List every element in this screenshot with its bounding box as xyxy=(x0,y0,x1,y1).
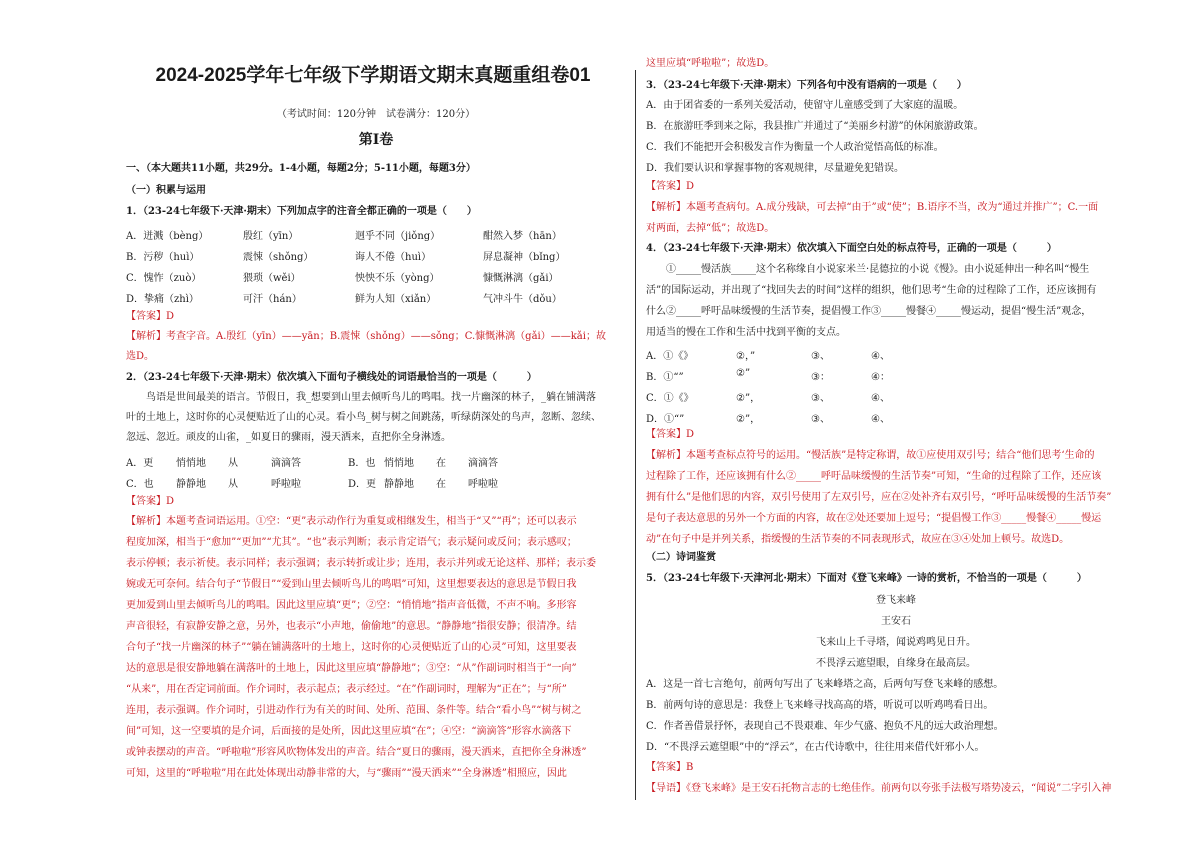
poem-line: 飞来山上千寻塔，闻说鸡鸣见日升。 xyxy=(816,637,976,648)
q5-stem: 5．（23-24七年级下·天津河北·期末）下面对《登飞来峰》一诗的赏析，不恰当的一项是（ ） xyxy=(646,573,1087,584)
q2-option-cell: A．更 xyxy=(126,458,154,469)
q4-option-cell: ②” xyxy=(736,368,751,379)
q2-option-cell: 滴滴答 xyxy=(468,458,498,469)
q4-analysis: 动”在句子中是并列关系，指缓慢的生活节奏的不同表现形式，故应在③④处加上顿号。故选D。 xyxy=(646,534,1070,545)
q4-passage: 活”的国际运动，并出现了“找回失去的时间”这样的组织，他们思考“生命的过程除了工作，还应该拥有 xyxy=(646,285,1097,296)
page-title: 2024-2025学年七年级下学期语文期末真题重组卷01 xyxy=(155,65,591,86)
q2-analysis: 连用，表示强调。作介词时，引进动作行为有关的时间、处所、范围、条件等。结合“看小鸟”“树与树之 xyxy=(126,705,582,716)
q2-analysis: 表示停顿；表示祈使。表示同样；表示强调；表示转折或让步；连用，表示并列或无论这样、那样；表示委 xyxy=(126,558,596,569)
q1-option-cell: 诲人不倦（huì） xyxy=(355,252,432,263)
q5-option: B．前两句诗的意思是：我登上飞来峰寻找高高的塔，听说可以听鸡鸣看日出。 xyxy=(646,700,994,711)
q2-option-cell: D．更 xyxy=(348,479,377,490)
q2-stem: 2．（23-24七年级下·天津·期末）依次填入下面句子横线处的词语最恰当的一项是（ ） xyxy=(126,372,537,383)
q4-passage: 用适当的慢在工作和生活中找到平衡的支点。 xyxy=(646,327,846,338)
q2-analysis: 合句子“找一片幽深的林子”“躺在铺满落叶的土地上，这时你的心灵便贴近了山的心灵”可知，这里要表 xyxy=(126,642,577,653)
q4-option-cell: C．①《》 xyxy=(646,393,694,404)
q1-option-cell: 气冲斗牛（dǒu） xyxy=(483,294,562,305)
q3-option: B．在旅游旺季到来之际，我县推广并通过了“美丽乡村游”的休闲旅游政策。 xyxy=(646,121,984,132)
section-heading: 一、（本大题共11小题，共29分。1-4小题，每题2分；5-11小题，每题3分） xyxy=(126,163,476,174)
q4-option-cell: D．①“” xyxy=(646,414,685,425)
q2-option-cell: 从 xyxy=(228,479,238,490)
q4-option-cell: ③、 xyxy=(811,414,830,425)
q1-option-cell: 怏怏不乐（yòng） xyxy=(355,273,440,284)
q4-option-cell: ③、 xyxy=(811,351,830,362)
q3-analysis: 对两面，去掉“低”；故选D。 xyxy=(646,223,775,234)
q4-option-cell: B．①“” xyxy=(646,372,684,383)
q1-option-cell: A．迸溅（bèng） xyxy=(126,231,209,242)
q4-analysis: 拥有什么”是他们思的内容，双引号使用了左双引号，应在②处补齐右双引号，“呼吁品味缓慢的生活节奏” xyxy=(646,492,1112,503)
q3-analysis: 【解析】本题考查病句。A.成分残缺，可去掉“由于”或“使”；B.语序不当，改为“通过并推广”；C.一面 xyxy=(646,202,1099,213)
q2-analysis: 间”可知，这一空要填的是介词，后面接的是处所，因此这里应填“在”；④空：“滴滴答”形容水滴落下 xyxy=(126,726,572,737)
q2-analysis: 声音很轻，有寂静安静之意，另外，也表示“小声地，偷偷地”的意思。“静静地”指很安静；很清净。结 xyxy=(126,621,577,632)
q1-option-cell: 震悚（shǒng） xyxy=(243,252,314,263)
q2-option-cell: 静静地 xyxy=(384,479,414,490)
q1-option-cell: 殷红（yīn） xyxy=(243,231,299,242)
q1-option-cell: 酣然入梦（hān） xyxy=(483,231,562,242)
q5-option: D．“不畏浮云遮望眼”中的“浮云”，在古代诗歌中，往往用来借代奸邪小人。 xyxy=(646,742,985,753)
q4-option-cell: ④、 xyxy=(871,351,890,362)
q1-stem: 1．（23-24七年级下·天津·期末）下列加点字的注音全都正确的一项是（ ） xyxy=(126,206,477,217)
q2-option-cell: 在 xyxy=(436,479,446,490)
q4-option-cell: ④、 xyxy=(871,414,890,425)
q2-option-cell: 滴滴答 xyxy=(271,458,301,469)
q1-option-cell: D．挚痛（zhì） xyxy=(126,294,199,305)
q2-analysis-tail: 这里应填“呼啦啦”；故选D。 xyxy=(646,58,775,69)
q1-analysis: 选D。 xyxy=(126,351,155,362)
q2-analysis: 更加爱到山里去倾听鸟儿的鸣唱。因此这里应填“更”；②空：“悄悄地”指声音低微，不声不响。多形容 xyxy=(126,600,577,611)
q4-analysis: 过程除了工作，还应该拥有什么②_____呼吁品味缓慢的生活节奏”可知，“生命的过程除了工作，还应该 xyxy=(646,471,1102,482)
q2-analysis: 可知，这里的“呼啦啦”用在此处体现出动静非常的大，与“骤雨”“漫天洒来”“全身淋透”相照应，因此 xyxy=(126,768,567,779)
q3-stem: 3．（23-24七年级下·天津·期末）下列各句中没有语病的一项是（ ） xyxy=(646,80,967,91)
q4-analysis: 是句子表达意思的另外一个方面的内容，故在②处还要加上逗号；“提倡慢工作③_____慢餐④_____慢运 xyxy=(646,513,1102,524)
poem-line: 不畏浮云遮望眼，自缘身在最高层。 xyxy=(816,658,976,669)
q4-stem: 4．（23-24七年级下·天津·期末）依次填入下面空白处的标点符号，正确的一项是（ ） xyxy=(646,243,1057,254)
q1-analysis: 【解析】考查字音。A.殷红（yīn）——yān；B.震悚（shǒng）——sǒng；C.慷慨淋漓（gǎi）——kǎi；故 xyxy=(126,331,606,342)
q1-option-cell: 可汗（hán） xyxy=(243,294,302,305)
q5-option: A．这是一首七言绝句，前两句写出了飞来峰塔之高，后两句写登飞来峰的感想。 xyxy=(646,679,1004,690)
q1-option-cell: 屏息凝神（bǐng） xyxy=(483,252,566,263)
subsection-heading: （一）积累与运用 xyxy=(126,185,206,196)
q2-analysis: 【解析】本题考查词语运用。①空：“更”表示动作行为重复或相继发生，相当于“又”“再”；还可以表示 xyxy=(126,516,577,527)
q1-answer: 【答案】D xyxy=(126,311,175,322)
q4-passage: 什么②_____呼吁品味缓慢的生活节奏，提倡慢工作③_____慢餐④_____慢运动，提倡“慢生活”观念， xyxy=(646,306,1092,317)
q3-option: A．由于团省委的一系列关爱活动，使留守儿童感受到了大家庭的温暖。 xyxy=(646,100,964,111)
q2-analysis: 达的意思是很安静地躺在满落叶的土地上，因此这里应填“静静地”；③空：“从”作副词时相当于“一向” xyxy=(126,663,577,674)
column-divider xyxy=(635,70,636,800)
q4-option-cell: ③： xyxy=(811,372,830,383)
q2-option-cell: 悄悄地 xyxy=(384,458,414,469)
q4-answer: 【答案】D xyxy=(646,429,695,440)
q2-option-cell: 呼啦啦 xyxy=(468,479,498,490)
poem-line: 王安石 xyxy=(881,616,911,627)
exam-info: （考试时间：120分钟 试卷满分：120分） xyxy=(276,109,476,120)
q2-answer: 【答案】D xyxy=(126,496,175,507)
q4-option-cell: ④： xyxy=(871,372,890,383)
q2-option-cell: 从 xyxy=(228,458,238,469)
q2-option-cell: 悄悄地 xyxy=(176,458,206,469)
q2-option-cell: B．也 xyxy=(348,458,376,469)
q2-analysis: “从来”，用在否定词前面。作介词时，表示起点；表示经过。“在”作副词时，理解为“正在”；与“所” xyxy=(126,684,567,695)
q2-passage: 鸟语是世间最美的语言。节假日，我_想要到山里去倾听鸟儿的鸣唱。找一片幽深的林子，_躺在铺满落 xyxy=(146,392,596,403)
poem-line: 登飞来峰 xyxy=(876,595,916,606)
q1-option-cell: 慷慨淋漓（gǎi） xyxy=(483,273,559,284)
q3-option: C．我们不能把开会积极发言作为衡量一个人政治觉悟高低的标准。 xyxy=(646,142,944,153)
q4-option-cell: ④、 xyxy=(871,393,890,404)
q4-option-cell: A．①《》 xyxy=(646,351,694,362)
q2-passage: 叶的土地上，这时你的心灵便贴近了山的心灵。看小鸟_树与树之间跳荡，听绿荫深处的鸟声，忽断、忽续、 xyxy=(126,412,601,423)
q2-analysis: 或钟表摆动的声音。“呼啦啦”形容风吹物体发出的声音。结合“夏日的骤雨，漫天洒来，直把你全身淋透” xyxy=(126,747,587,758)
q3-answer: 【答案】D xyxy=(646,181,695,192)
q3-option: D．我们要认识和掌握事物的客观规律，尽量避免犯错误。 xyxy=(646,163,905,174)
q4-option-cell: ③、 xyxy=(811,393,830,404)
q1-option-cell: 鲜为人知（xiǎn） xyxy=(355,294,437,305)
q2-analysis: 程度加深，相当于“愈加”“更加”“尤其”。“也”表示判断；表示肯定语气；表示疑问或反问；表示感叹； xyxy=(126,537,577,548)
q2-passage: 忽远、忽近。顽皮的山雀，_如夏日的骤雨，漫天洒来，直把你全身淋透。 xyxy=(126,432,451,443)
q5-guide: 【导语】《登飞来峰》是王安石托物言志的七绝佳作。前两句以夸张手法极写塔势凌云，“闻说”二字引入神 xyxy=(646,783,1112,794)
q2-analysis: 婉或无可奈何。结合句子“节假日”“爱到山里去倾听鸟儿的鸣唱”可知，这里想要表达的意思是节假日我 xyxy=(126,579,577,590)
q1-option-cell: C．愧怍（zuò） xyxy=(126,273,202,284)
q4-option-cell: ②”， xyxy=(736,414,761,425)
q5-answer: 【答案】B xyxy=(646,762,694,773)
q2-option-cell: C．也 xyxy=(126,479,154,490)
q1-option-cell: B．污秽（huì） xyxy=(126,252,200,263)
q5-option: C．作者善借景抒怀，表现自己不畏艰难、年少气盛、抱负不凡的远大政治理想。 xyxy=(646,721,1004,732)
subsection-heading-poetry: （二）诗词鉴赏 xyxy=(646,552,716,563)
q4-passage: ①_____慢活族_____这个名称缘自小说家米兰·昆德拉的小说《慢》。由小说延伸出一种名叫“慢生 xyxy=(666,264,1090,275)
q4-option-cell: ②”， xyxy=(736,393,761,404)
q2-option-cell: 在 xyxy=(436,458,446,469)
q4-option-cell: ②，” xyxy=(736,351,756,362)
q2-option-cell: 呼啦啦 xyxy=(271,479,301,490)
q2-option-cell: 静静地 xyxy=(176,479,206,490)
volume-heading: 第Ⅰ卷 xyxy=(358,132,394,148)
q1-option-cell: 猥琐（wěi） xyxy=(243,273,301,284)
q1-option-cell: 迥乎不同（jiǒng） xyxy=(355,231,441,242)
q4-analysis: 【解析】本题考查标点符号的运用。“慢活族”是特定称谓，故①应使用双引号；结合“他们思考‘生命的 xyxy=(646,450,1095,461)
